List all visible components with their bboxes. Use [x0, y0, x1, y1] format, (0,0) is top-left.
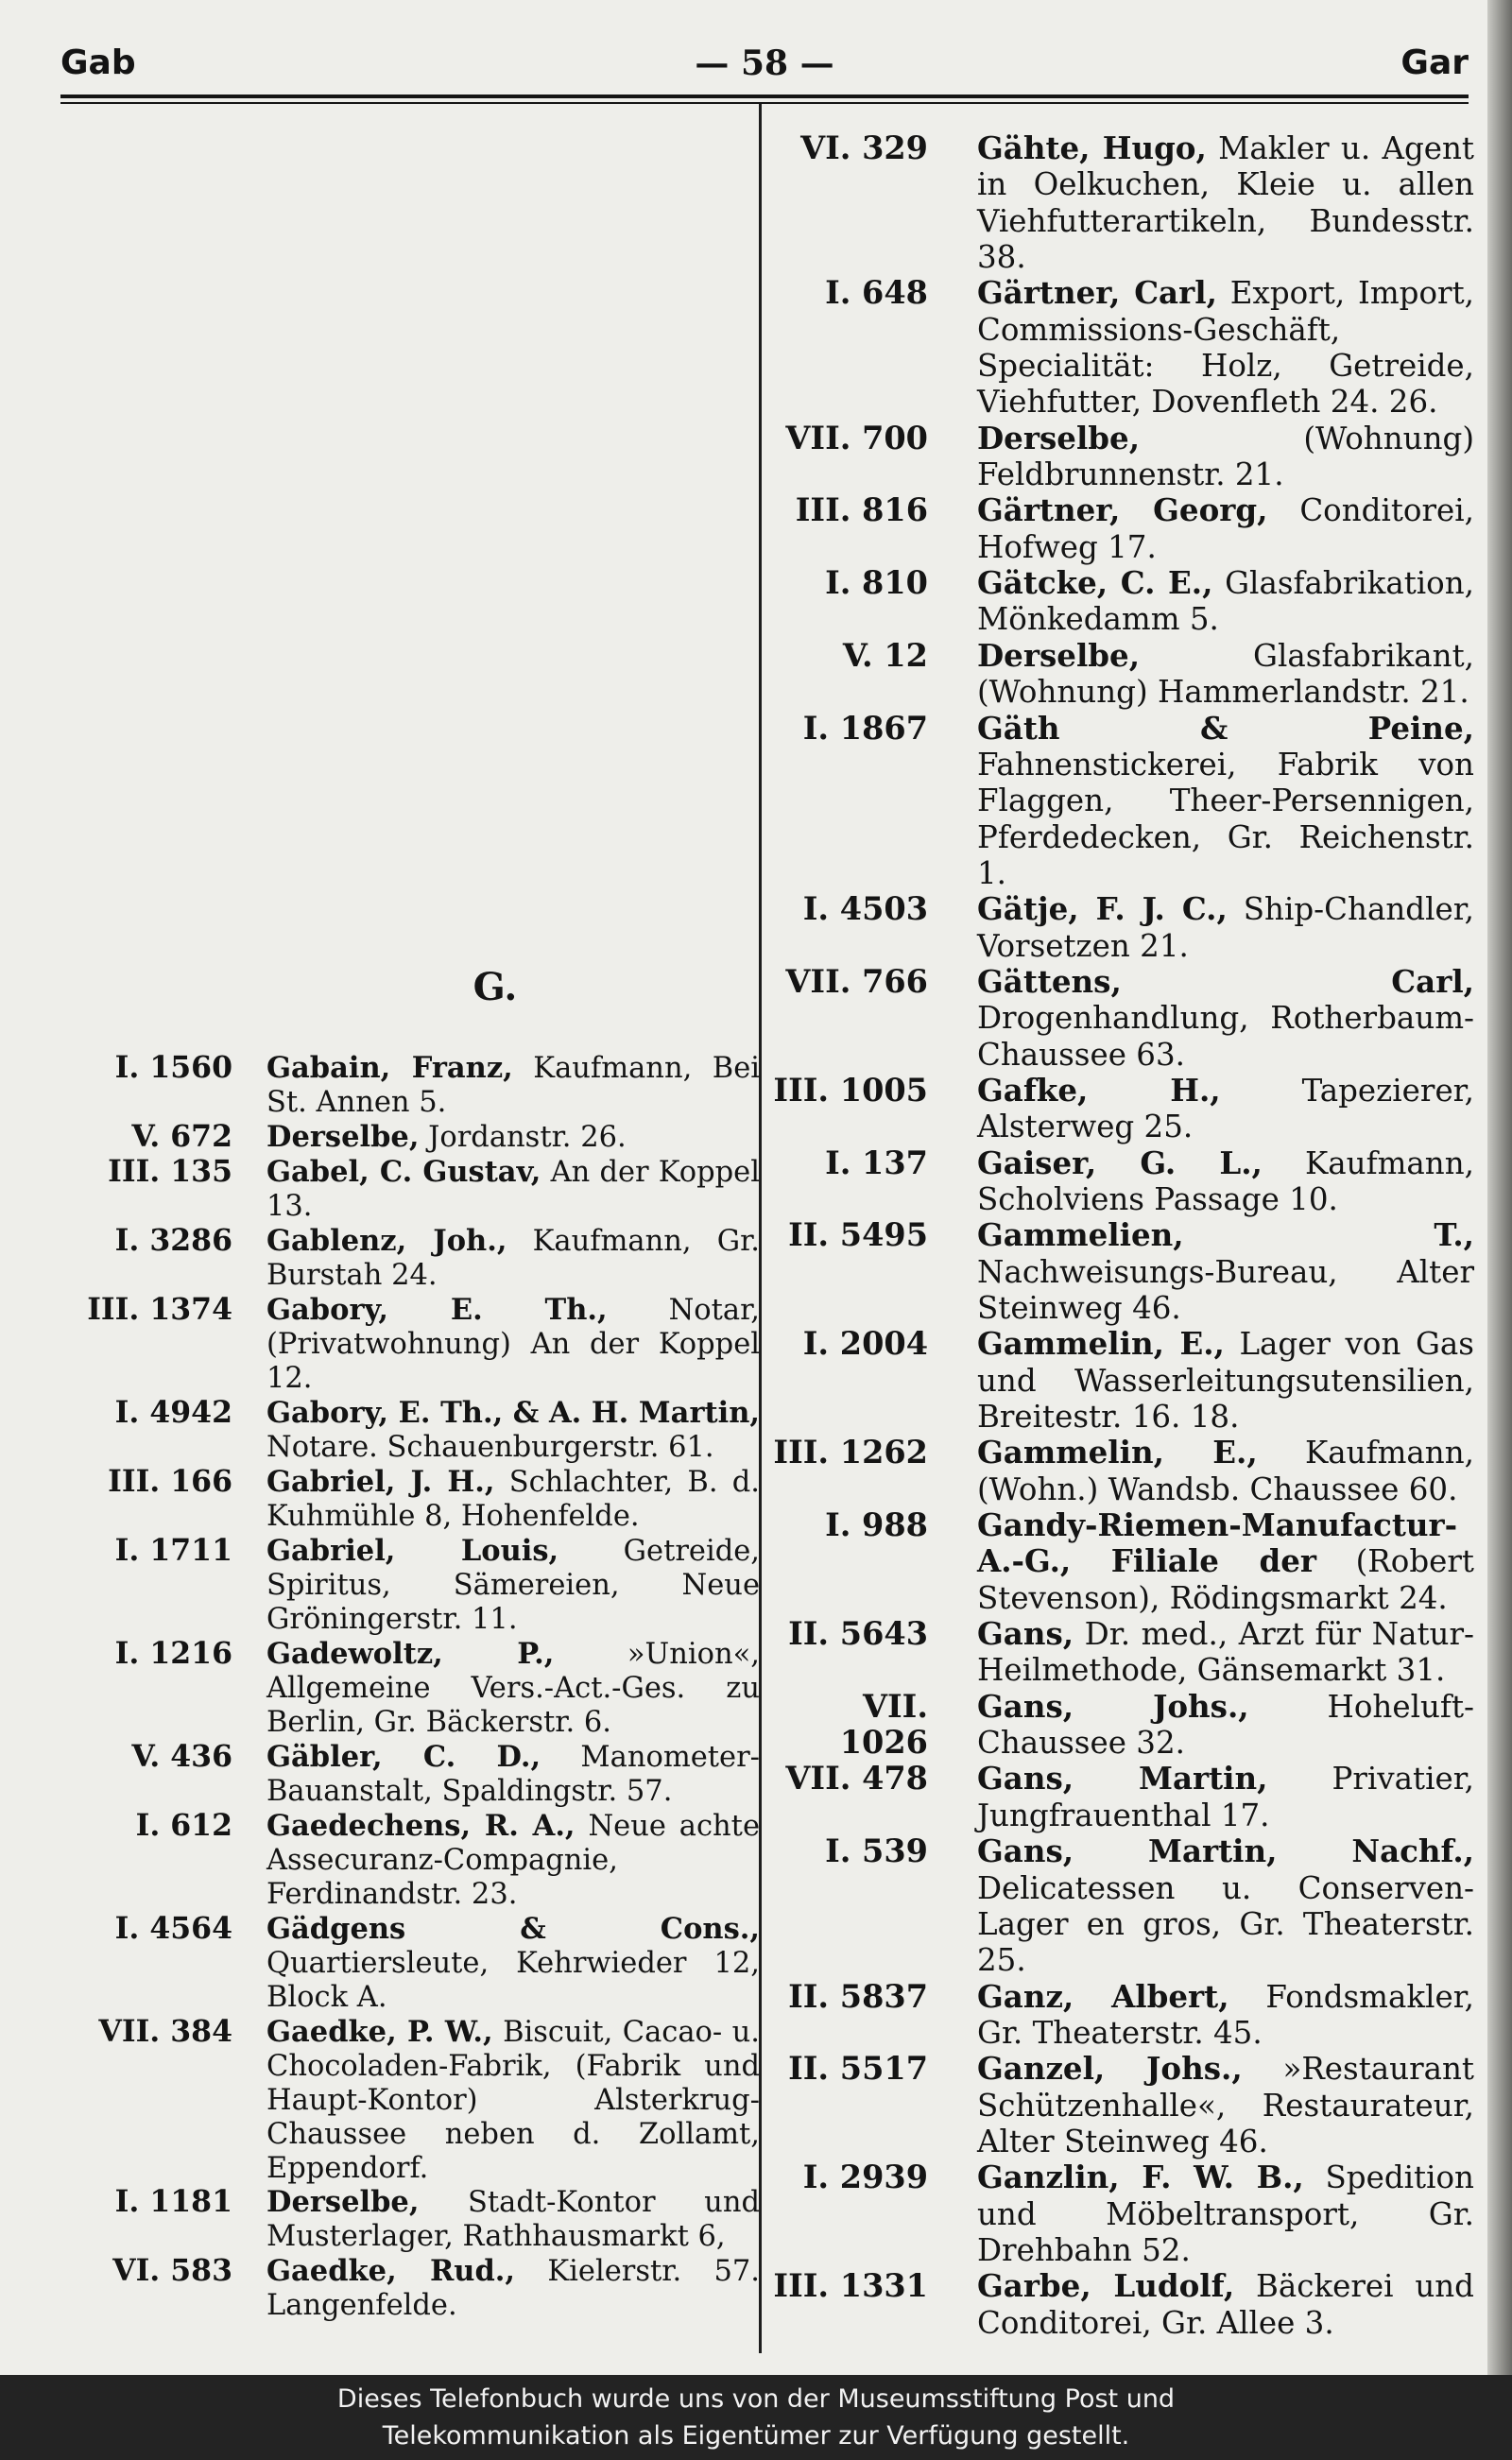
entry-details: Privatier, Jungfrauenthal 17. [977, 1761, 1474, 1833]
phone-number: I. 1560 [114, 1050, 232, 1085]
phone-number: I. 539 [825, 1832, 928, 1870]
entry-details: Manometer-Bauanstalt, Spaldingstr. 57. [266, 1740, 760, 1808]
entry-details: (Robert Stevenson), Rödingsmarkt 24. [977, 1543, 1474, 1616]
entry-details: Kaufmann, Gr. Burstah 24. [266, 1224, 760, 1292]
directory-entry [767, 275, 1474, 420]
phone-number: II. 5495 [788, 1216, 928, 1254]
directory-entry [767, 421, 1474, 493]
entry-details: Glasfabrikant, (Wohnung) Hammerlandstr. 21. [977, 637, 1474, 711]
directory-entry [60, 1293, 760, 1396]
entry-details: Tapezierer, Alsterweg 25. [977, 1072, 1474, 1145]
directory-entry [60, 1465, 760, 1534]
directory-entry [767, 1507, 1474, 1616]
directory-entry [767, 711, 1474, 892]
entry-text [977, 565, 1474, 638]
entry-name: Ganzel, Johs., [977, 2050, 1243, 2088]
directory-entry [60, 1534, 760, 1637]
entry-details: Conditorei, Hofweg 17. [977, 492, 1474, 565]
directory-entry [767, 1979, 1474, 2052]
entry-name: Gaedechens, R. A., [266, 1808, 576, 1843]
entry-name: Gablenz, Joh., [266, 1223, 507, 1258]
entry-details: Bäckerei und Conditorei, Gr. Allee 3. [977, 2268, 1474, 2341]
entry-text [977, 2051, 1474, 2159]
entry-name: Gättens, Carl, [977, 962, 1474, 1000]
phone-number: VII. 1026 [839, 1687, 928, 1762]
entry-details: Kielerstr. 57. Langenfelde. [266, 2255, 760, 2323]
entry-text [977, 711, 1474, 892]
right-column [767, 130, 1474, 2341]
directory-entry [60, 1120, 760, 1155]
directory-entry [60, 1912, 760, 2015]
entry-details: Fondsmakler, Gr. Theaterstr. 45. [977, 1978, 1474, 2051]
entry-name: Gabory, E. Th., & A. H. Martin, [266, 1395, 760, 1430]
phone-number: VI. 583 [112, 2253, 232, 2289]
entry-details: Notar, (Privatwohnung) An der Koppel 12. [266, 1293, 760, 1395]
entry-details: Kaufmann, Scholviens Passage 10. [977, 1144, 1474, 1217]
phone-number: I. 810 [825, 564, 928, 602]
entry-details: Notare. Schauenburgerstr. 61. [266, 1430, 714, 1464]
phone-number: V. 436 [131, 1738, 232, 1774]
entry-text [266, 1809, 760, 1912]
entry-name: Gaedke, Rud., [266, 2254, 516, 2289]
entry-text [266, 2185, 760, 2254]
entry-name: Gammelien, T., [977, 1216, 1474, 1254]
phone-number: III. 135 [108, 1153, 232, 1189]
phone-number: I. 2004 [802, 1325, 928, 1363]
entry-details: Hoheluft-Chaussee 32. [977, 1688, 1474, 1762]
entry-text [266, 1155, 760, 1224]
phone-number: I. 4942 [114, 1394, 232, 1430]
entry-details: Export, Import, Commissions-Geschäft, Specialität: Holz, Getreide, Viehfutter, Dovenfleth 24. 26. [977, 275, 1474, 421]
phone-number: V. 672 [131, 1118, 232, 1154]
entry-name: Gans, [977, 1615, 1074, 1653]
phone-number: III. 1331 [773, 2267, 928, 2305]
phone-number: III. 1262 [773, 1434, 928, 1471]
directory-entry [60, 1396, 760, 1465]
entry-details: Ship-Chandler, Vorsetzen 21. [977, 891, 1474, 964]
entry-text [977, 421, 1474, 493]
entry-text [977, 1326, 1474, 1435]
phone-number: VI. 329 [800, 129, 928, 166]
entry-text [977, 964, 1474, 1073]
entry-name: Gans, Martin, [977, 1760, 1268, 1798]
phone-number: I. 3286 [114, 1222, 232, 1258]
entry-name: Gäbler, C. D., [266, 1739, 541, 1774]
entry-text [266, 2254, 760, 2323]
entry-name: Derselbe, [977, 636, 1141, 674]
directory-entry [767, 964, 1474, 1073]
page-number: — 58 — [695, 43, 834, 83]
entry-name: Gabriel, Louis, [266, 1533, 559, 1568]
entry-name: Gadewoltz, P., [266, 1636, 555, 1671]
entry-details: Kaufmann, Bei St. Annen 5. [266, 1052, 761, 1119]
directory-entry [60, 2015, 760, 2186]
entry-name: Gans, Johs., [977, 1687, 1249, 1725]
phone-number: I. 1216 [114, 1635, 232, 1671]
directory-entry [60, 1155, 760, 1224]
phone-number: VII. 766 [785, 962, 928, 1000]
directory-entry [767, 891, 1474, 964]
directory-entry [767, 492, 1474, 565]
directory-entry [60, 1224, 760, 1293]
entry-text [266, 1637, 760, 1740]
entry-name: Gabriel, J. H., [266, 1464, 495, 1499]
entry-details: Drogenhandlung, Rotherbaum-Chaussee 63. [977, 1000, 1474, 1073]
phone-number: III. 166 [108, 1463, 232, 1499]
directory-entry [767, 1761, 1474, 1833]
directory-entry [60, 2185, 760, 2254]
entry-text [266, 1224, 760, 1293]
phone-number: V. 12 [842, 636, 928, 674]
directory-entry [60, 2254, 760, 2323]
entry-details: »Restaurant Schützenhalle«, Restaurateur, Alter Steinweg 46. [977, 2051, 1474, 2159]
entry-name: Gädgens & Cons., [266, 1911, 760, 1946]
entry-text [266, 1740, 760, 1809]
entry-text [977, 1073, 1474, 1145]
footer-line-2: Telekommunikation als Eigentümer zur Verfügung gestellt. [382, 2421, 1130, 2451]
entry-text [266, 2015, 760, 2186]
entry-name: Gabory, E. Th., [266, 1292, 608, 1327]
directory-entry [767, 1689, 1474, 1762]
entry-name: Gammelin, E., [977, 1434, 1258, 1471]
entry-details: »Union«, Allgemeine Vers.-Act.-Ges. zu Berlin, Gr. Bäckerstr. 6. [266, 1637, 760, 1739]
entry-name: Gabain, Franz, [266, 1051, 513, 1085]
phone-number: III. 1005 [773, 1071, 928, 1109]
phone-number: I. 1181 [114, 2184, 232, 2220]
phone-number: I. 2939 [802, 2159, 928, 2196]
entry-details: Kaufmann, (Wohn.) Wandsb. Chaussee 60. [977, 1435, 1474, 1507]
phone-number: II. 5643 [788, 1615, 928, 1653]
entry-text [266, 1534, 760, 1637]
entry-text [266, 1051, 760, 1120]
entry-text [977, 638, 1474, 711]
directory-entry [60, 1051, 760, 1120]
directory-entry [767, 565, 1474, 638]
entry-name: Gans, Martin, Nachf., [977, 1832, 1474, 1870]
phone-number: I. 648 [825, 274, 928, 312]
entry-text [266, 1293, 760, 1396]
entry-text [266, 1465, 760, 1534]
entry-text [977, 1217, 1474, 1326]
directory-entry [767, 1616, 1474, 1689]
entry-name: Gähte, Hugo, [977, 129, 1207, 166]
entry-name: Derselbe, [266, 1119, 420, 1154]
directory-entry [767, 130, 1474, 275]
directory-entry [767, 2159, 1474, 2268]
directory-entry [767, 1217, 1474, 1326]
entry-name: Gaedke, P. W., [266, 2014, 493, 2049]
directory-entry [767, 1073, 1474, 1145]
phone-number: I. 612 [135, 1807, 232, 1843]
entry-name: Gärtner, Carl, [977, 274, 1217, 312]
directory-entry [767, 1326, 1474, 1435]
entry-name: Ganz, Albert, [977, 1977, 1229, 2015]
directory-entry [60, 1740, 760, 1809]
entry-text [977, 1979, 1474, 2052]
entry-details: Lager von Gas und Wasserleitungsutensilien, Breitestr. 16. 18. [977, 1326, 1474, 1436]
entry-text [977, 1833, 1474, 1978]
entry-text [977, 1689, 1474, 1762]
entry-details: (Wohnung) Feldbrunnenstr. 21. [977, 420, 1474, 493]
header-right-keyword: Gar [1400, 43, 1469, 82]
entry-text [977, 1145, 1474, 1218]
entry-text [977, 891, 1474, 964]
entry-text [977, 275, 1474, 420]
entry-text [977, 1761, 1474, 1833]
directory-entry [767, 2051, 1474, 2159]
entry-text [266, 1120, 760, 1155]
footer-line-1: Dieses Telefonbuch wurde uns von der Museumsstiftung Post und [336, 2384, 1176, 2414]
entry-details: Stadt-Kontor und Musterlager, Rathhausmarkt 6, [266, 2186, 760, 2254]
entry-name: Garbe, Ludolf, [977, 2267, 1235, 2305]
entry-text [266, 1396, 760, 1465]
entry-name: Gätje, F. J. C., [977, 890, 1228, 928]
entry-text [977, 130, 1474, 275]
entry-details: Spedition und Möbeltransport, Gr. Drehbahn 52. [977, 2159, 1474, 2268]
entry-details: Nachweisungs-Bureau, Alter Steinweg 46. [977, 1253, 1474, 1326]
entry-details: Biscuit, Cacao- u. Chocoladen-Fabrik, (Fabrik und Haupt-Kontor) Alsterkrug-Chaussee neben d. Zollamt, Eppendorf. [266, 2015, 760, 2185]
entry-details: Makler u. Agent in Oelkuchen, Kleie u. allen Viehfutterartikeln, Bundesstr. 38. [977, 130, 1474, 276]
phone-number: VII. 700 [785, 419, 928, 456]
entry-name: Gärtner, Georg, [977, 491, 1268, 529]
phone-number: II. 5517 [788, 2050, 928, 2088]
entry-details: Fahnenstickerei, Fabrik von Flaggen, Theer-Persennigen, Pferdedecken, Gr. Reichenstr. 1. [977, 746, 1474, 891]
section-letter: G. [472, 965, 518, 1009]
entry-details: Delicatessen u. Conserven-Lager en gros, Gr. Theaterstr. 25. [977, 1869, 1474, 1979]
phone-number: III. 1374 [87, 1291, 232, 1327]
entry-details: Schlachter, B. d. Kuhmühle 8, Hohenfelde. [266, 1465, 760, 1533]
entry-name: Gandy-Riemen-Manufactur-A.-G., Filiale der [977, 1506, 1458, 1580]
entry-name: Derselbe, [266, 2185, 420, 2220]
phone-number: I. 988 [825, 1506, 928, 1544]
directory-entry [60, 1637, 760, 1740]
directory-entry [767, 638, 1474, 711]
phone-number: I. 4564 [114, 1910, 232, 1946]
entry-text [977, 1507, 1474, 1616]
directory-entry [767, 1435, 1474, 1507]
directory-entry [767, 1833, 1474, 1978]
directory-entry [60, 1809, 760, 1912]
phone-number: VII. 478 [785, 1760, 928, 1798]
entry-details: Glasfabrikation, Mönkedamm 5. [977, 565, 1474, 638]
entry-details: Jordanstr. 26. [428, 1120, 627, 1154]
phone-number: I. 137 [825, 1144, 928, 1181]
entry-name: Gammelin, E., [977, 1325, 1225, 1363]
phone-number: II. 5837 [788, 1977, 928, 2015]
left-entry-list [60, 1051, 760, 2323]
header-left-keyword: Gab [60, 43, 136, 82]
entry-details: Quartiersleute, Kehrwieder 12, Block A. [266, 1946, 760, 2014]
header-rule-thick [60, 95, 1469, 98]
entry-details: Neue achte Assecuranz-Compagnie, Ferdinandstr. 23. [266, 1809, 760, 1911]
entry-text [977, 1616, 1474, 1689]
header-rule-thin [60, 102, 1469, 104]
page-edge-shadow [1487, 0, 1512, 2375]
phone-number: I. 4503 [802, 890, 928, 928]
page-header [60, 36, 1469, 89]
phone-number: I. 1711 [114, 1532, 232, 1568]
entry-name: Ganzlin, F. W. B., [977, 2159, 1304, 2196]
entry-text [977, 2268, 1474, 2341]
entry-details: Dr. med., Arzt für Natur-Heilmethode, Gänsemarkt 31. [977, 1616, 1474, 1689]
entry-details: An der Koppel 13. [266, 1155, 760, 1223]
left-column [60, 130, 760, 2323]
right-entry-list [767, 130, 1474, 2341]
entry-name: Gäth & Peine, [977, 709, 1474, 747]
entry-name: Gafke, H., [977, 1071, 1221, 1109]
directory-entry [767, 1145, 1474, 1218]
entry-name: Gaiser, G. L., [977, 1144, 1263, 1181]
phone-number: III. 816 [795, 491, 928, 529]
phone-number: I. 1867 [802, 709, 928, 747]
entry-text [977, 2159, 1474, 2268]
entry-details: Getreide, Spiritus, Sämereien, Neue Gröningerstr. 11. [266, 1534, 760, 1636]
entry-name: Gätcke, C. E., [977, 564, 1213, 602]
directory-entry [767, 2268, 1474, 2341]
footer-notice [0, 2375, 1512, 2460]
entry-name: Derselbe, [977, 419, 1141, 456]
entry-text [977, 492, 1474, 565]
entry-name: Gabel, C. Gustav, [266, 1154, 541, 1189]
phone-number: VII. 384 [98, 2013, 232, 2049]
entry-text [977, 1435, 1474, 1507]
entry-text [266, 1912, 760, 2015]
